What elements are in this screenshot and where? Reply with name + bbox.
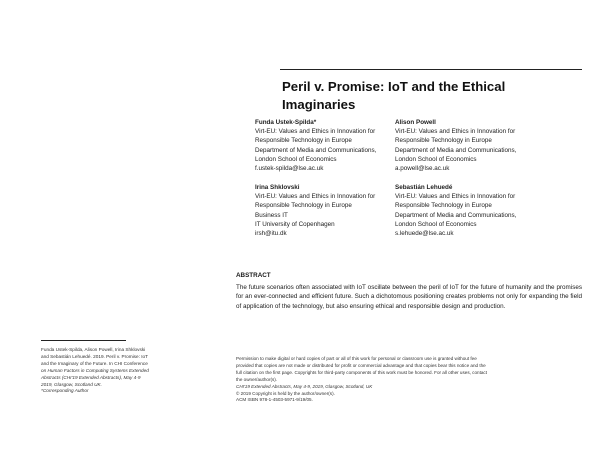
- author-block: [395, 183, 516, 238]
- permission-line: Permission to make digital or hard copies of part or all of this work for personal or classroom use is granted without fee: [236, 356, 477, 361]
- author-institution: London School of Economics: [395, 220, 477, 228]
- title-line-2: Imaginaries: [282, 97, 356, 112]
- permission-block: [236, 356, 582, 404]
- citation-line: and Sebastián Lehuedé. 2019. Peril v. Promise: IoT: [41, 353, 149, 359]
- author-department: Department of Media and Communications,: [395, 146, 517, 154]
- author-institution: IT University of Copenhagen: [255, 220, 335, 228]
- author-affiliation: Responsible Technology in Europe: [395, 202, 492, 210]
- citation-line: Funda Ustek-Spilda, Alison Powell, Irina Shklovski: [41, 347, 146, 352]
- author-name: Alison Powell: [395, 119, 436, 126]
- isbn-line: ACM ISBN 978-1-4503-5971-9/19/05.: [236, 397, 313, 403]
- author-institution: London School of Economics: [395, 155, 477, 163]
- citation-line: and the Imaginary of the Future. In CHI Conference: [41, 360, 148, 366]
- author-email[interactable]: f.ustek-spilda@lse.ac.uk: [255, 165, 324, 173]
- title-rule: [280, 69, 582, 70]
- author-email[interactable]: s.lehuede@lse.ac.uk: [395, 230, 454, 238]
- author-affiliation: Responsible Technology in Europe: [395, 137, 492, 145]
- footnote-rule: [41, 340, 126, 341]
- abstract-heading: ABSTRACT: [236, 272, 271, 279]
- author-block: [395, 118, 516, 173]
- author-affiliation: Virt-EU: Values and Ethics in Innovation for: [255, 128, 376, 136]
- author-department: Business IT: [255, 211, 288, 219]
- permission-line: provided that copies are not made or distributed for profit or commercial advantage and that copies bear this notice and the: [236, 362, 486, 368]
- author-email[interactable]: a.powell@lse.ac.uk: [395, 165, 450, 173]
- corresponding-author-note: *Corresponding Author: [41, 388, 89, 394]
- author-name: Sebastián Lehuedé: [395, 184, 453, 191]
- copyright-line: © 2019 Copyright is held by the author/owner(s).: [236, 390, 335, 396]
- author-affiliation: Responsible Technology in Europe: [255, 137, 352, 145]
- author-block: [255, 183, 375, 238]
- author-affiliation: Virt-EU: Values and Ethics in Innovation for: [395, 193, 516, 201]
- citation-line: 2019, Glasgow, Scotland UK.: [41, 381, 102, 387]
- author-department: Department of Media and Communications,: [255, 146, 377, 154]
- abstract-body: The future scenarios often associated with IoT oscillate between the peril of IoT for the future of humanity and the promises for an ever-connected and efficient future. Such a dichotomous positioning creates problems not only for expanding the field of application of the technology, but also ensuring ethical and responsible design and production.: [236, 284, 582, 310]
- paper-title: [282, 78, 562, 114]
- permission-line: the owner/author(s).: [236, 376, 278, 382]
- citation-line: Abstracts (CHI'19 Extended Abstracts), May 4-9: [41, 374, 141, 380]
- permission-line: full citation on the first page. Copyrights for third-party components of this work must be honored. For all other uses, contact: [236, 369, 487, 375]
- venue-line: CHI'19 Extended Abstracts, May 4-9, 2019, Glasgow, Scotland, UK: [236, 383, 373, 389]
- citation-block: [41, 347, 191, 395]
- citation-line: on Human Factors in Computing Systems Extended: [41, 367, 149, 373]
- author-affiliation: Responsible Technology in Europe: [255, 202, 352, 210]
- author-department: Department of Media and Communications,: [395, 211, 517, 219]
- author-affiliation: Virt-EU: Values and Ethics in Innovation for: [395, 128, 516, 136]
- author-email[interactable]: irsh@itu.dk: [255, 230, 287, 238]
- author-name: Funda Ustek-Spilda*: [255, 119, 317, 126]
- author-affiliation: Virt-EU: Values and Ethics in Innovation for: [255, 193, 376, 201]
- author-block: [255, 118, 376, 173]
- author-institution: London School of Economics: [255, 155, 337, 163]
- author-name: Irina Shklovski: [255, 184, 300, 191]
- title-line-1: Peril v. Promise: IoT and the Ethical: [282, 79, 506, 94]
